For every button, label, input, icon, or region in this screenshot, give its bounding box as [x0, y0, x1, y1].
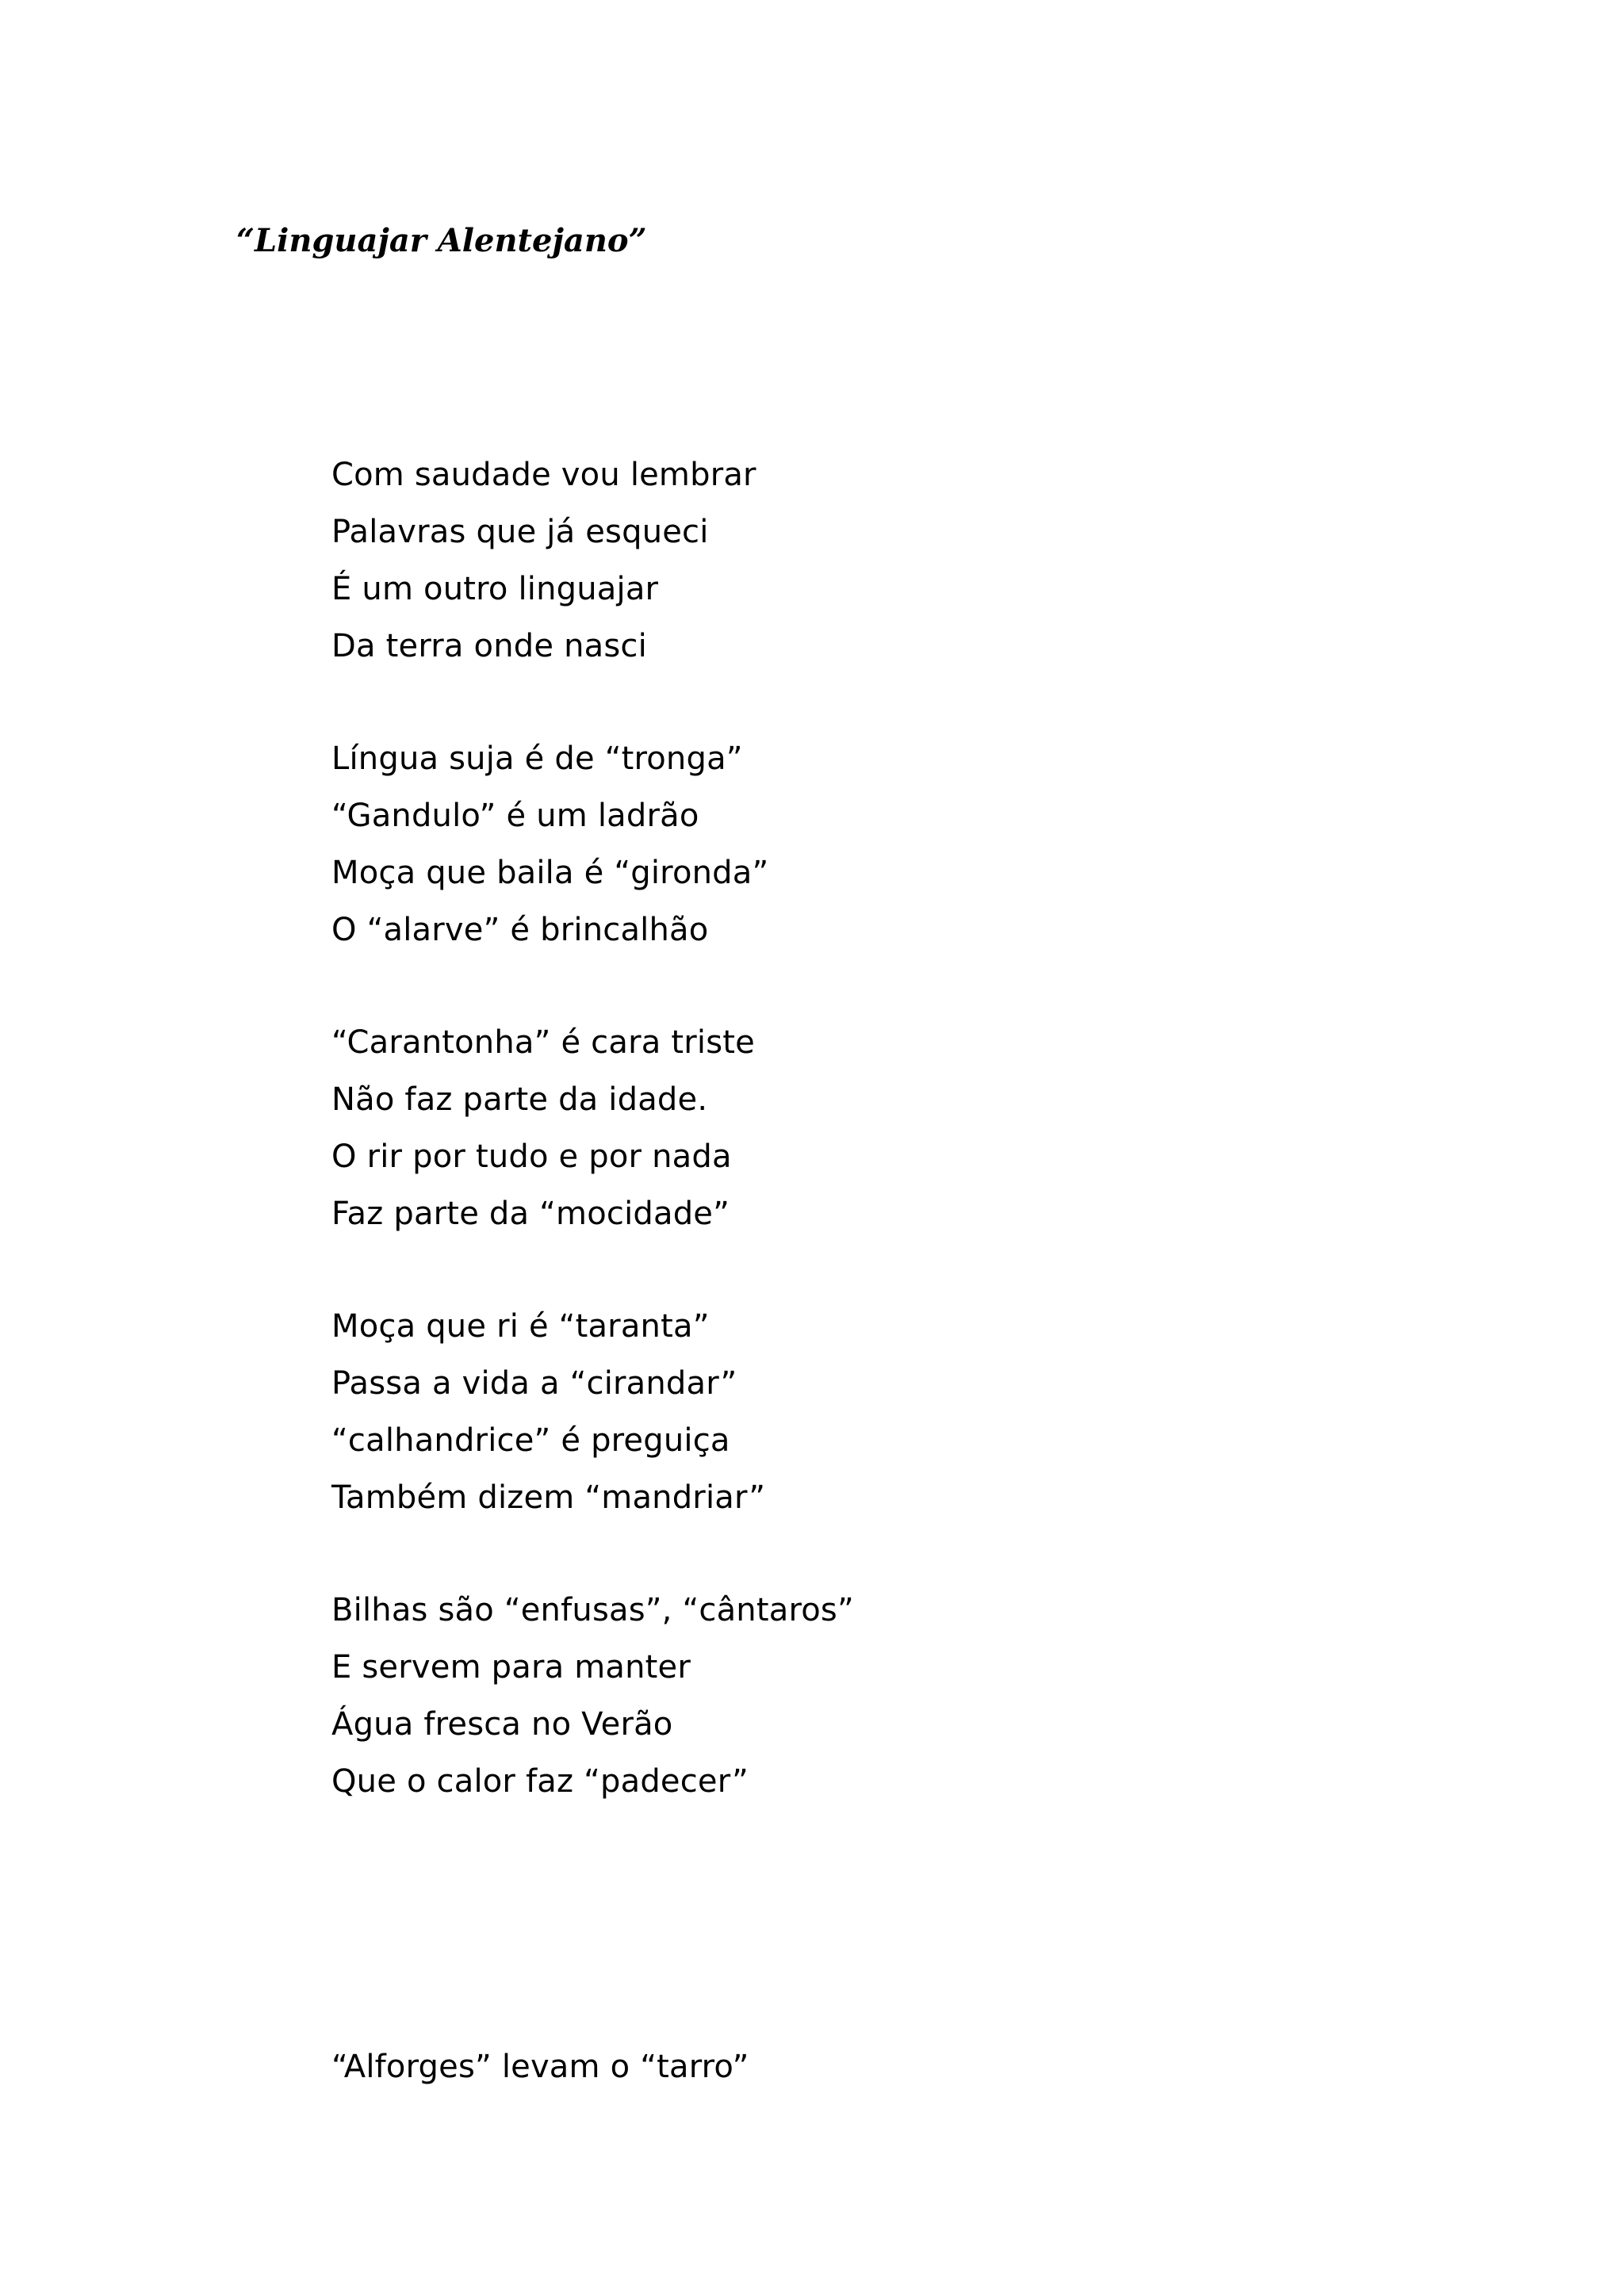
poem-line: Que o calor faz “padecer” [331, 1763, 749, 1800]
stanza [331, 1582, 854, 1810]
poem-line: Não faz parte da idade. [331, 1081, 708, 1118]
stanza [331, 1298, 765, 1526]
poem-line: Palavras que já esqueci [331, 514, 709, 550]
stanza [331, 730, 768, 959]
poem-line: Passa a vida a “cirandar” [331, 1365, 737, 1402]
poem-line: Água fresca no Verão [331, 1706, 673, 1743]
poem-line: Também dizem “mandriar” [331, 1479, 766, 1516]
poem-line: O “alarve” é brincalhão [331, 912, 709, 948]
poem-line: Com saudade vou lembrar [331, 457, 756, 493]
poem-title: “Linguajar Alentejano” [236, 222, 647, 259]
poem-line: E servem para manter [331, 1649, 691, 1686]
poem-line: O rir por tudo e por nada [331, 1138, 732, 1175]
stanza [331, 446, 756, 675]
poem-line: “Carantonha” é cara triste [331, 1024, 755, 1061]
poem-line: É um outro linguajar [331, 571, 659, 607]
poem-line: Língua suja é de “tronga” [331, 740, 743, 777]
poem-line: “calhandrice” é preguiça [331, 1422, 730, 1459]
poem-line: Faz parte da “mocidade” [331, 1196, 730, 1232]
poem-line: Moça que ri é “taranta” [331, 1308, 710, 1345]
poem-line: “Gandulo” é um ladrão [331, 798, 699, 834]
stanza [331, 2038, 749, 2095]
stanza [331, 1014, 755, 1242]
poem-line: Da terra onde nasci [331, 628, 647, 664]
poem-line: Bilhas são “enfusas”, “cântaros” [331, 1592, 854, 1628]
poem-line: Moça que baila é “gironda” [331, 855, 769, 891]
poem-line: “Alforges” levam o “tarro” [331, 2049, 749, 2085]
